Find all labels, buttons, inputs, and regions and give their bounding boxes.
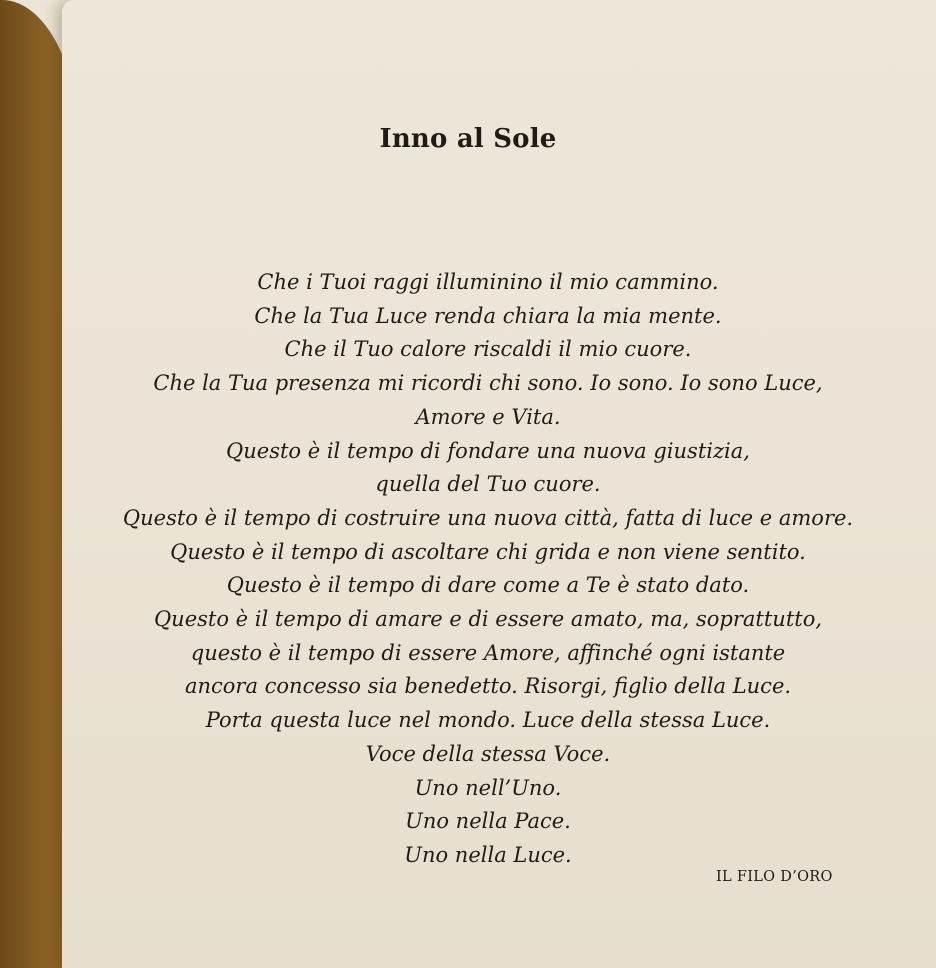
running-footer: IL FILO D’ORO (716, 869, 833, 885)
poem-line: Questo è il tempo di fondare una nuova giustizia, (226, 438, 750, 463)
page-title: Inno al Sole (379, 124, 557, 154)
poem-body (60, 266, 916, 873)
poem-line: ancora concesso sia benedetto. Risorgi, figlio della Luce. (184, 674, 792, 699)
poem-line: questo è il tempo di essere Amore, affinché ogni istante (190, 640, 786, 665)
poem-line: Questo è il tempo di ascoltare chi grida e non viene sentito. (170, 539, 806, 564)
poem-line: Che il Tuo calore riscaldi il mio cuore. (284, 337, 692, 362)
poem-line: quella del Tuo cuore. (375, 472, 601, 497)
poem-line: Che la Tua presenza mi ricordi chi sono. Io sono. Io sono Luce, (153, 371, 823, 396)
poem-line: Questo è il tempo di costruire una nuova città, fatta di luce e amore. (122, 505, 854, 530)
poem-line: Uno nella Luce. (404, 842, 572, 867)
poem-line: Che i Tuoi raggi illuminino il mio cammino. (257, 270, 719, 294)
poem-line: Che la Tua Luce renda chiara la mia mente. (254, 303, 722, 328)
poem-line: Uno nella Pace. (405, 809, 571, 834)
poem-line: Amore e Vita. (415, 404, 561, 429)
poem-line: Questo è il tempo di dare come a Te è stato dato. (226, 573, 750, 598)
poem-line: Porta questa luce nel mondo. Luce della stessa Luce. (205, 708, 771, 733)
poem-line: Questo è il tempo di amare e di essere amato, ma, soprattutto, (153, 607, 823, 632)
poem-line: Voce della stessa Voce. (365, 741, 611, 766)
poem-line: Uno nell’Uno. (414, 775, 562, 800)
